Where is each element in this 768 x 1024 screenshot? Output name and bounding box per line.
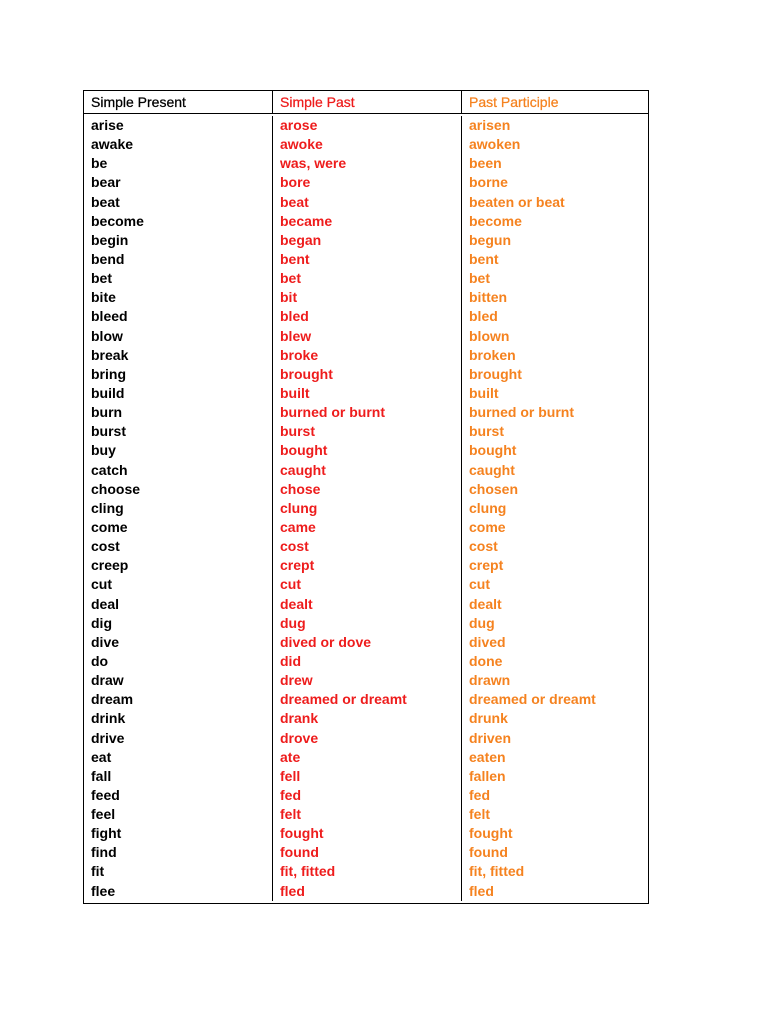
cell-simple-past: crept [280,557,315,574]
cell-past-participle: fed [469,786,490,803]
cell-past-participle: come [469,518,506,535]
cell-past-participle: fled [469,882,494,899]
cell-simple-past: fell [280,767,301,784]
cell-simple-past: arose [280,117,318,133]
cell-past-participle: arisen [469,117,511,133]
cell-past-participle: fought [469,825,513,842]
cell-simple-present: burst [91,423,126,440]
cell-simple-past: chose [280,480,321,497]
cell-simple-present: come [91,518,128,535]
cell-simple-past: came [280,518,316,535]
cell-simple-past: ate [280,748,301,765]
cell-past-participle: cut [469,576,490,593]
cell-simple-present: fall [91,767,112,784]
cell-simple-past: clung [280,499,318,516]
cell-past-participle: clung [469,499,507,516]
cell-simple-present: be [91,155,108,172]
cell-past-participle: bitten [469,289,508,306]
header-simple-past: Simple Past [273,91,462,113]
cell-simple-past: cut [280,576,301,593]
cell-simple-past: was, were [280,155,347,172]
cell-simple-past: bent [280,250,310,267]
cell-simple-present: feel [91,806,116,823]
cell-simple-past: bought [280,442,328,459]
cell-past-participle: fit, fitted [469,863,525,880]
cell-past-participle: found [469,844,508,861]
cell-simple-past: cost [280,538,309,555]
cell-simple-past: fought [280,825,324,842]
cell-simple-present: bet [91,270,112,287]
cell-simple-present: drive [91,729,125,746]
cell-simple-present: bring [91,365,126,382]
cell-simple-past: bet [280,270,301,287]
cell-simple-past: beat [280,193,309,210]
cell-past-participle: borne [469,174,508,191]
column-simple-past [273,116,462,901]
cell-past-participle: eaten [469,748,506,765]
cell-past-participle: felt [469,806,490,823]
table-header-row [84,91,648,114]
cell-simple-past: burst [280,423,315,440]
cell-simple-past: drove [280,729,319,746]
cell-simple-present: catch [91,461,128,478]
cell-simple-past: felt [280,806,301,823]
cell-simple-present: begin [91,231,129,248]
cell-past-participle: done [469,652,503,669]
cell-past-participle: driven [469,729,512,746]
cell-simple-present: draw [91,672,124,689]
cell-simple-present: creep [91,557,129,574]
cell-past-participle: fallen [469,767,506,784]
cell-simple-present: bleed [91,308,128,325]
cell-simple-present: bite [91,289,116,306]
cell-past-participle: dived [469,633,506,650]
cell-simple-past: fed [280,786,301,803]
cell-simple-past: did [280,652,301,669]
cell-simple-past: burned or burnt [280,404,385,421]
cell-simple-present: drink [91,710,126,727]
cell-simple-past: built [280,384,310,401]
cell-simple-present: blow [91,327,123,344]
cell-simple-past: bit [280,289,298,306]
cell-past-participle: beaten or beat [469,193,565,210]
cell-simple-present: awake [91,136,134,153]
cell-simple-present: become [91,212,144,229]
cell-past-participle: burned or burnt [469,404,574,421]
cell-simple-past: brought [280,365,333,382]
cell-simple-past: broke [280,346,319,363]
cell-simple-past: dived or dove [280,633,372,650]
cell-simple-past: found [280,844,319,861]
cell-simple-present: feed [91,786,120,803]
cell-simple-past: blew [280,327,312,344]
cell-simple-present: build [91,384,125,401]
cell-simple-present: cut [91,576,112,593]
column-simple-present [84,116,273,901]
cell-past-participle: begun [469,231,511,248]
cell-past-participle: burst [469,423,504,440]
cell-simple-past: became [280,212,333,229]
cell-past-participle: bled [469,308,498,325]
cell-past-participle: crept [469,557,504,574]
cell-simple-present: eat [91,748,112,765]
cell-past-participle: dug [469,614,495,631]
cell-simple-present: bend [91,250,125,267]
header-simple-present: Simple Present [84,91,273,113]
cell-simple-present: flee [91,882,116,899]
cell-simple-present: do [91,652,109,669]
cell-simple-past: awoke [280,136,323,153]
cell-simple-present: dream [91,691,134,708]
cell-simple-present: buy [91,442,116,459]
cell-simple-present: dig [91,614,112,631]
cell-simple-past: drew [280,672,313,689]
cell-simple-past: dreamed or dreamt [280,691,407,708]
cell-past-participle: broken [469,346,516,363]
table-body [84,114,648,903]
cell-simple-present: arise [91,117,124,133]
cell-past-participle: dreamed or dreamt [469,691,596,708]
cell-past-participle: bought [469,442,517,459]
cell-simple-present: fight [91,825,122,842]
cell-simple-past: dealt [280,595,313,612]
cell-simple-present: burn [91,404,123,421]
cell-simple-past: drank [280,710,319,727]
cell-past-participle: bet [469,270,490,287]
cell-past-participle: been [469,155,502,172]
cell-past-participle: bent [469,250,499,267]
irregular-verbs-table [83,90,649,904]
cell-simple-past: bore [280,174,311,191]
cell-simple-past: dug [280,614,306,631]
cell-simple-present: break [91,346,129,363]
cell-simple-present: deal [91,595,120,612]
cell-simple-present: bear [91,174,121,191]
cell-past-participle: chosen [469,480,519,497]
cell-simple-present: find [91,844,117,861]
cell-simple-present: cling [91,499,124,516]
cell-past-participle: brought [469,365,522,382]
cell-simple-present: fit [91,863,105,880]
cell-simple-past: bled [280,308,309,325]
column-past-participle [462,116,648,901]
cell-simple-past: fled [280,882,305,899]
header-past-participle: Past Participle [469,94,559,110]
cell-past-participle: built [469,384,499,401]
cell-past-participle: awoken [469,136,521,153]
cell-past-participle: drunk [469,710,508,727]
cell-past-participle: caught [469,461,515,478]
cell-past-participle: blown [469,327,510,344]
cell-past-participle: become [469,212,522,229]
cell-simple-present: dive [91,633,120,650]
cell-simple-present: beat [91,193,120,210]
cell-simple-past: caught [280,461,326,478]
cell-simple-present: cost [91,538,120,555]
cell-past-participle: drawn [469,672,511,689]
cell-past-participle: cost [469,538,498,555]
cell-simple-past: fit, fitted [280,863,336,880]
cell-simple-present: choose [91,480,141,497]
cell-past-participle: dealt [469,595,502,612]
cell-simple-past: began [280,231,322,248]
